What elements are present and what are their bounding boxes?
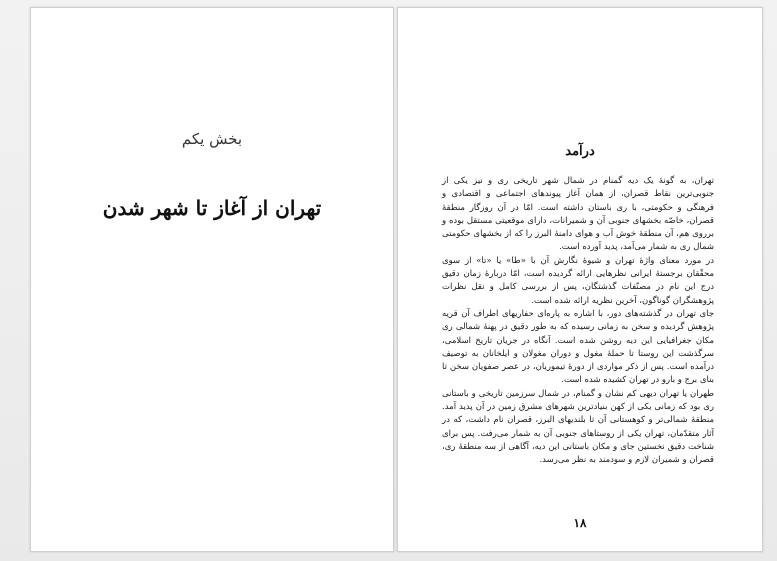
paragraph: جای تهران در گذشته‌های دور، با اشاره به پاره‌ای حفاریهای اطراف آن قریه پژوهش گردیده و سخن به زمانی رسیده که به طور دقیق در پهنهٔ شمالی ری مکان جغرافیایی این دیه روشن شده است. آنگاه در جریان تاریخ اسلامی، سرگذشت این روستا تا حملهٔ مغول و دوران مغولان و ایلخانان به توصیف درآمده است. پس از ذکر مواردی از دورهٔ تیموریان، در عصر صفویان سخن تا بنای برج و بارو در تهران کشیده شده است.: [442, 308, 714, 386]
part-label: بخش یکم: [181, 130, 243, 148]
body-text: [442, 175, 714, 468]
right-page: [397, 7, 763, 552]
part-title: تهران از آغاز تا شهر شدن: [102, 196, 322, 220]
paragraph: طهران یا تهران دیهی کم نشان و گمنام، در شمال سرزمین تاریخی و باستانی ری بود که زمانی یکی از کهن بنیادترین شهرهای مشرق زمین در آن پدید آمد. منطقهٔ شمالی‌تر و کوهستانی آن تا بلندیهای البرز، قصران نام داشت، که در آثار متقدّمان، تهران یکی از روستاهای جنوبی آن به شمار می‌رفت. پس برای شناخت دقیق نخستین جای و مکان باستانی این دیه، آگاهی از سه منطقهٔ ری، قصران و شمیران لازم و سودمند به نظر می‌رسد.: [442, 388, 714, 466]
left-page: [30, 7, 394, 552]
page-number: ۱۸: [573, 516, 587, 530]
chapter-heading: درآمد: [565, 144, 595, 159]
paragraph: در مورد معنای واژهٔ تهران و شیوهٔ نگارش آن با «طا» یا «تا» از سوی محقّقان برجستهٔ ایرانی نظرهایی ارائه گردیده است، امّا دربارهٔ زمان دقیق درج این نام در مصنّفات گذشتگان، پس از بررسی کامل و نقل نظرات پژوهشگران گوناگون، آخرین نظریه ارائه شده است.: [442, 255, 714, 306]
paragraph: تهران، به گونهٔ یک دیه گمنام در شمال شهر تاریخی ری و نیز یکی از جنوبی‌ترین نقاط قصران، از همان آغاز پیوندهای اجتماعی و اقتصادی و فرهنگی و حکومتی، با ری باستان داشته است. امّا در آن روزگار منطقهٔ قصران، خاصّه بخشهای جنوبی آن و شمیرانات، دارای موقعیتی مستقل بوده و برروی هم، آن منطقهٔ خوش آب و هوای دامنهٔ البرز را که از بخشهای حکومتی شمال ری به شمار می‌آمد، پدید آورده است.: [442, 176, 714, 253]
